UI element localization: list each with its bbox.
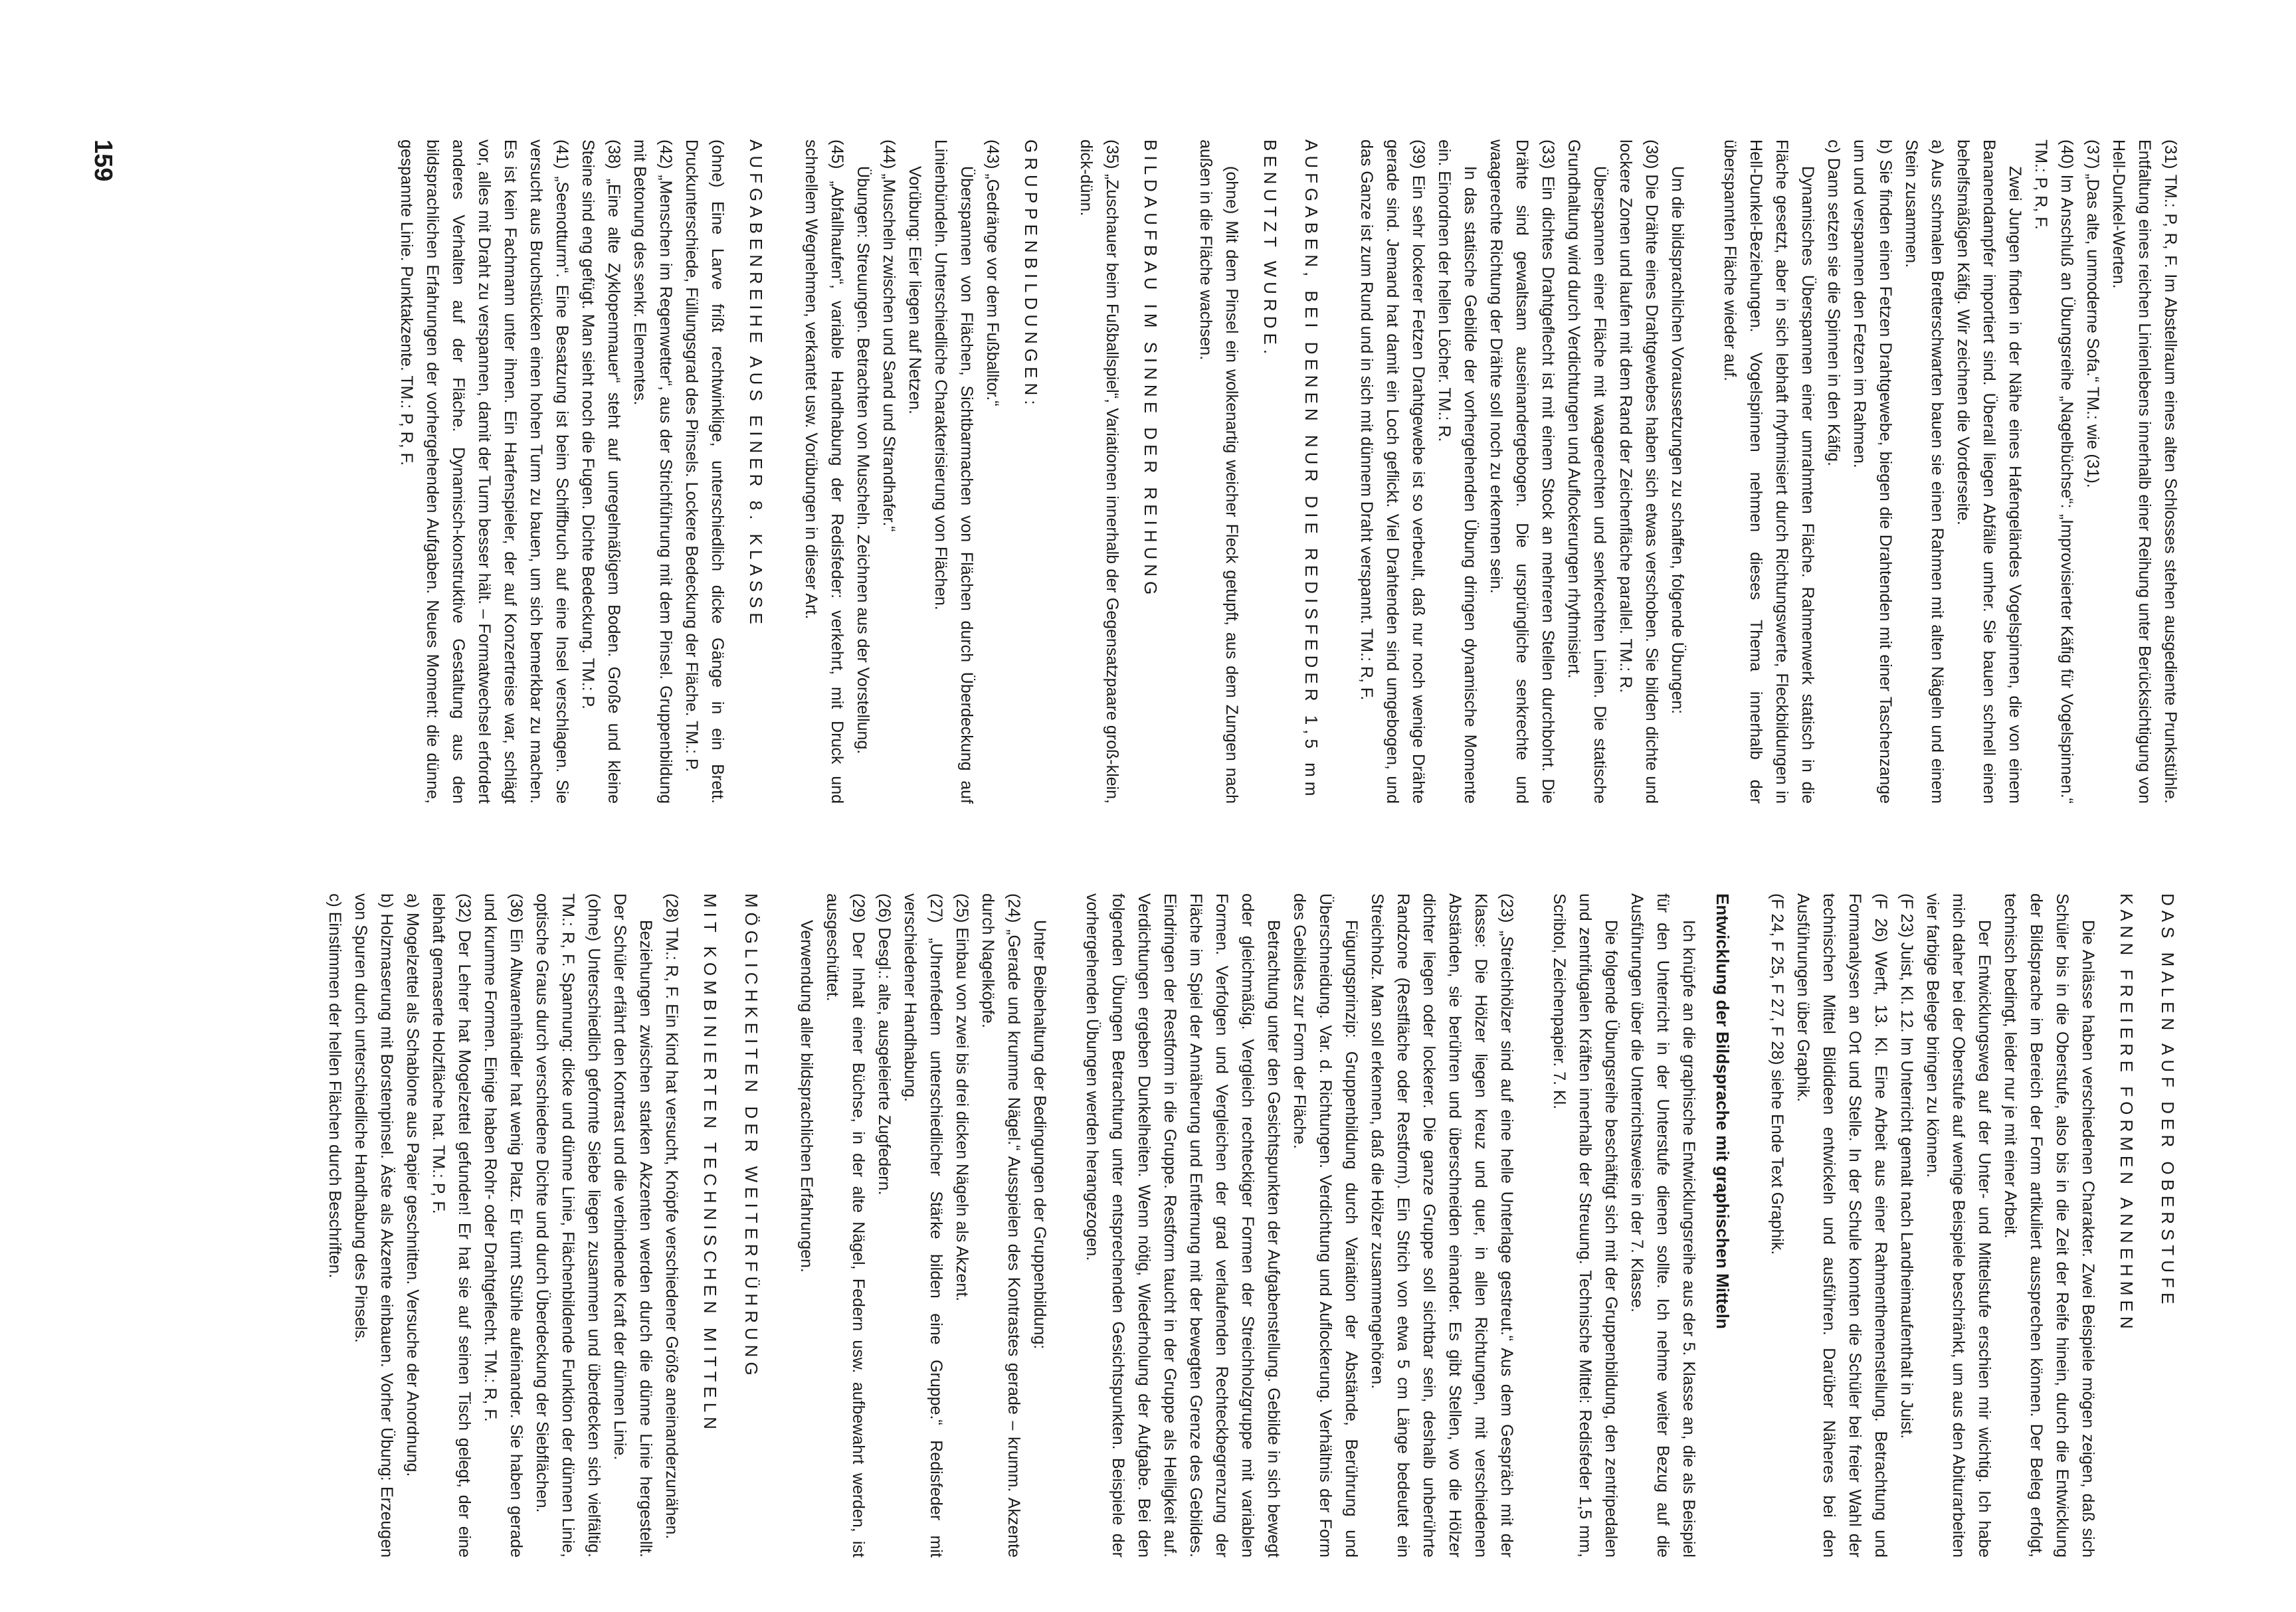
section-streichhoelzer: [1079, 893, 1519, 1558]
paragraph: (40) Im Anschluß an Übungsreihe „Nagelbüchse“: „Improvisierter Käfig für Vogelspinnen.“ TM.: P, R, F.: [2032, 139, 2076, 804]
section-redisfeder: [1193, 139, 1327, 804]
paragraph: (ohne) Unterschiedlich geformte Siebe liegen zusammen und überdecken sich vielfältig. TM.: R, F. Spannung: dicke und dünne Linie, Flächenbildende Funktion der dünnen Linie, optische Graus durch verschiedene Dichte und durch Überdeckung der Siebflächen.: [533, 893, 603, 1558]
paragraph: (23) „Streichhölzer sind auf eine helle Unterlage gestreut.“ Aus dem Gespräch mit der Klasse: Die Hölzer liegen kreuz und quer, in allen Richtungen, mit verschiedenen Abständen, sie berühren und überschneiden einander. Es gibt Stellen, wo die Hölzer dichter liegen oder lockerer. Die ganze Gruppe soll sichtbar sein, deshalb unberührte Randzone (Restfläche oder Restform). Ein Strich von etwa 5 cm Länge bedeutet ein Streichholz. Man soll erkennen, daß die Hölzer zusammengehören.: [1368, 893, 1516, 1558]
paragraph: (39) Ein sehr lockerer Fetzen Drahtgewebe ist so verbeult, daß nur noch wenige Drähte gerade sind. Jemand hat damit ein Loch geflickt. Viel Drahtenden sind umgebogen, und das Ganze ist zum Rund und in sich mit dünnem Draht verspannt. TM.: R, F.: [1357, 139, 1428, 804]
heading-moeglichkeiten: MÖGLICHKEITEN DER WEITERFÜHRUNG: [741, 893, 761, 1380]
paragraph: (42) „Menschen im Regenwetter“, aus der Strichführung mit dem Pinsel. Gruppenbildung mit Betonung des senkr. Elementes.: [630, 139, 675, 804]
paragraph: (28) TM.: R, F. Ein Kind hat versucht, Knöpfe verschiedener Größe aneinanderzunähen.: [662, 893, 681, 1540]
paragraph: (35) „Zuschauer beim Fußballspiel“, Variationen innerhalb der Gegensatzpaare groß-klein, dick-dünn.: [1077, 139, 1121, 804]
paragraph: (38) „Eine alte Zyklopenmauer“ steht auf unregelmäßigem Boden. Große und kleine Steine sind eng gefügt. Man sieht noch die Fugen. Dichte Bedeckung. TM.: P.: [579, 139, 623, 804]
paragraph: (45) „Abfallhaufen“, variable Handhabung der Redisfeder: verkehrt, mit Druck und schnellem Wegnehmen, verkantet usw. Vorübungen in dieser Art.: [802, 139, 846, 804]
paragraph: b) Sie finden einen Fetzen Drahtgewebe, biegen die Drahtenden mit einer Taschenzange um und verspannen den Fetzen im Rahmen.: [1850, 139, 1895, 804]
page-number: 159: [89, 139, 117, 182]
paragraph: (29) Der Inhalt einer Büchse, in der alte Nägel, Federn usw. aufbewahrt werden, ist ausgeschüttet.: [823, 893, 868, 1558]
paragraph: Dynamisches Überspannen einer umrahmten Fläche. Rahmenwerk statisch in die Fläche gesetzt, aber in sich lebhaft rhythmisiert durch Richtungswerte, Fleckbildungen in Hell-Dunkel-Beziehungen. Vogelspinnen nehmen dieses Thema innerhalb der überspannten Fläche wieder auf.: [1721, 139, 1817, 804]
heading-kombinierte-mittel: MIT KOMBINIERTEN TECHNISCHEN MITTELN: [700, 893, 720, 1434]
paragraph: (F 26) Werft, 13. Kl. Eine Arbeit aus einer Rahmenthemenstellung. Betrachtung und Formanalysen an Ort und Stelle. In der Schule konnten die Schüler bei freier Wahl der technischen Mittel Bildideen entwickeln und ausführen. Darüber Näheres bei den Ausführungen über Graphik.: [1794, 893, 1890, 1558]
section-weiterfuehrung: [322, 893, 767, 1558]
paragraph: (32) Der Lehrer hat Mogelzettel gefunden! Er hat sie auf seinen Tisch gelegt, der eine lebhaft gemaserte Holzfläche hat. TM.: P, F.: [429, 893, 474, 1558]
paragraph: Übungen: Streuungen. Betrachten von Muscheln. Zeichnen aus der Vorstellung.: [854, 166, 872, 755]
paragraph: (33) Ein dichtes Drahtgeflecht ist mit einem Stock an mehreren Stellen durchbohrt. Die Drähte sind gewaltsam auseinandergebogen. Die ursprüngliche senkrechte und waagerechte Richtung der Drähte soll noch zu erkennen sein.: [1487, 139, 1557, 804]
paragraph: Unter Beibehaltung der Bedingungen der Gruppenbildung:: [1030, 920, 1049, 1350]
paragraph: Der Entwicklungsweg auf der Unter- und Mittelstufe erschien mir wichtig. Ich habe mich daher bei der Oberstufe auf wenige Beispiele beschränkt, um aus den Abiturarbeiten vier farbige Belege bringen zu können.: [1923, 893, 1994, 1558]
section-reihung: [1073, 139, 1166, 804]
paragraph: Betrachtung unter den Gesichtspunkten der Aufgabenstellung. Gebilde in sich bewegt oder gleichmäßig. Vergleich rechteckiger Formen der Streichholzgruppe mit variablen Formen. Verfolgen und Vergleichen der grad verlaufenden Rechteckbegrenzung der Fläche im Spiel der Annäherung und Entfernung mit der bewegten Grenze des Gebildes. Eindringen der Restform in die Gruppe. Restform taucht in der Gruppe als Helligkeit auf. Verdichtungen ergeben Dunkelheiten. Wenn nötig, Wiederholung der Aufgabe. Bei den folgenden Übungen Betrachtung unter entsprechenden Gesichtspunkten. Beispiele der vorhergehenden Übungen werden herangezogen.: [1083, 893, 1283, 1558]
paragraph: Vorübung: Eier liegen auf Netzen.: [906, 166, 924, 414]
paragraph: (27) „Uhrenfedern unterschiedlicher Stärke bilden eine Gruppe.“ Redisfeder mit verschiedener Handhabung.: [901, 893, 945, 1558]
paragraph: (30) Die Drähte eines Drahtgewebes haben sich etwas verschoben. Sie bilden dichte und lockere Zonen und laufen mit dem Rand der Zeichenfläche parallel. TM.: R.: [1616, 139, 1661, 804]
section-oberstufe: [1764, 893, 2183, 1558]
paragraph: (31) TM.: P, R, F. Im Abstellraum eines alten Schlosses stehen ausgediente Prunkstühle. Entfaltung eines reichen Linienlebens innerhalb einer Reihung unter Berücksichtigung von Hell-Dunkel-Werten.: [2109, 139, 2180, 804]
paragraph: (44) „Muscheln zwischen und Sand und Strandhafer.“: [880, 139, 898, 532]
heading-gruppenbildungen: GRUPPENBILDUNGEN:: [1021, 139, 1041, 410]
paragraph: Zwei Jungen finden in der Nähe eines Hafengeländes Vogelspinnen, die von einem Bananendampfer importiert sind. Überall liegen Abfälle umher. Sie bauen schnell einen behelfsmäßigen Käfig. Wir zeichnen die Vorderseite.: [1954, 139, 2024, 804]
section-graphik: [1546, 893, 1737, 1558]
paragraph: (ohne) Eine Larve frißt rechtwinklige, unterschiedlich dicke Gänge in ein Brett. Druckunterschiede, Füllungsgrad des Pinsels. Lockere Bedeckung der Fläche. TM.: P.: [682, 139, 727, 804]
right-column: [367, 139, 2183, 804]
paragraph: Um die bildsprachlichen Voraussetzungen zu schaffen, folgende Übungen:: [1668, 166, 1687, 715]
paragraph: Überspannen von Flächen, Sichtbarmachen von Flächen durch Überdeckung auf Linienbündeln. Unterschiedliche Charakterisierung von Flächen.: [931, 139, 976, 804]
paragraph: (41) „Seenotturm“. Eine Besatzung ist beim Schiffbruch auf eine Insel verschlagen. Sie versucht aus Bruchstücken einen hohen Turm zu bauen, um sich bemerkbar zu machen. Es ist kein Fachmann unter ihnen. Ein Harfenspieler, der auf Konzertreise war, schlägt vor, alles mit Draht zu verspannen, damit der Turm besser hält. – Formatwechsel erfordert anderes Verhalten auf der Fläche. Dynamisch-konstruktive Gestaltung aus den bildsprachlichen Erfahrungen der vorhergehenden Aufgaben. Neues Moment: die dünne, gespannte Linie. Punktakzente. TM.: P, R, F.: [397, 139, 571, 804]
paragraph: a) Aus schmalen Bretterschwarten bauen sie einen Rahmen mit alten Nägeln und einem Stein zusammen.: [1902, 139, 1947, 804]
paragraph: (F 23) Juist, Kl. 12. Im Unterricht gemalt nach Landheimaufenthalt in Juist.: [1897, 893, 1916, 1439]
section-gruppenbildungen: [798, 139, 1046, 804]
section-prunkstuehle: [1717, 139, 2183, 804]
heading-bildaufbau: BILDAUFBAU IM SINNE DER REIHUNG: [1141, 139, 1161, 600]
paragraph: b) Holzmaserung mit Borstenpinsel. Äste als Akzente einbauen. Vorher Übung: Erzeugen von Spuren durch unterschiedliche Handhabung des Pinsels.: [351, 893, 396, 1558]
paragraph: (43) „Gedränge vor dem Fußballtor.“: [983, 139, 1002, 406]
paragraph: (26) Desgl.: alte, ausgeleierte Zugfedern.: [875, 893, 894, 1196]
paragraph: Die Anlässe haben verschiedenen Charakter. Zwei Beispiele mögen zeigen, daß sich Schüler bis in die Oberstufe, also bis in die Zeit der Reife hinein, durch die Entwicklung der Bildsprache im Bereich der Form artikuliert aussprechen können. Der Beleg erfolgt, technisch bedingt, leider nur je mit einer Arbeit.: [2001, 893, 2097, 1558]
heading-aufgabenreihe: AUFGABENREIHE AUS EINER 8. KLASSE: [746, 139, 766, 629]
paragraph: Ich knüpfe an die graphische Entwicklungsreihe aus der 5. Klasse an, die als Beispiel für den Unterricht in der Unterstufe dienen sollte. Ich nehme weiter Bezug auf die Ausführungen über die Unterrichtsweise in der 7. Klasse.: [1628, 893, 1698, 1558]
paragraph: In das statische Gebilde der vorhergehenden Übung dringen dynamische Momente ein. Einordnen der hellen Löcher. TM.: R.: [1435, 139, 1480, 804]
paragraph: (36) Ein Altwarenhändler hat wenig Platz. Er türmt Stühle aufeinander. Sie haben gerade und krumme Formen. Einige haben Rohr- oder Drahtgeflecht. TM.: R, F.: [481, 893, 526, 1558]
paragraph: c) Dann setzen sie die Spinnen in den Käfig.: [1824, 139, 1843, 466]
paragraph: (ohne) Mit dem Pinsel ein wolkenartig weicher Fleck getupft, aus dem Zungen nach außen in die Fläche wachsen.: [1196, 139, 1241, 804]
paragraph: (37) „Das alte, unmoderne Sofa.“ TM.: wie (31).: [2083, 139, 2102, 488]
heading-freiere-formen: KANN FREIERE FORMEN ANNEHMEN: [2117, 893, 2137, 1334]
section-gruppenbildung: [793, 893, 1052, 1558]
left-column: [295, 893, 2183, 1558]
paragraph: Die folgende Übungsreihe beschäftigt sich mit der Gruppenbildung, den zentripedalen und zentrifugalen Kräften innerhalb der Streuung. Technische Mittel: Redisfeder 1,5 mm, Scribtol, Zeichenpapier. 7. Kl.: [1550, 893, 1620, 1558]
paragraph: c) Einstimmen der hellen Flächen durch Beschriften.: [326, 893, 344, 1279]
paragraph: (24) „Gerade und krumme Nägel.“ Ausspielen des Kontrastes gerade – krumm. Akzente durch Nagelköpfe.: [979, 893, 1023, 1558]
paragraph: Überspannen einer Fläche mit waagerechten und senkrechten Linien. Die statische Grundhaltung wird durch Verdichtungen und Auflockerungen rhythmisiert.: [1565, 139, 1609, 804]
paragraph: (25) Einbau von zwei bis drei dicken Nägeln als Akzent.: [953, 893, 971, 1302]
heading-malen: DAS MALEN AUF DER OBERSTUFE: [2158, 893, 2178, 1309]
paragraph: Verwendung aller bildsprachlichen Erfahrungen.: [797, 920, 816, 1273]
paragraph: a) Mogelzettel als Schablone aus Papier geschnitten. Versuche der Anordnung.: [403, 893, 422, 1477]
paragraph: Fügungsprinzip: Gruppenbildung durch Variation der Abstände, Berührung und Überschneidung. Var. d. Richtungen. Verdichtung und Auflockerung. Verhältnis der Form des Gebildes zur Form der Fläche.: [1290, 893, 1361, 1558]
heading-benutzt: BENUTZT WURDE.: [1260, 139, 1280, 359]
heading-aufgaben-redisfeder: AUFGABEN, BEI DENEN NUR DIE REDISFEDER 1,5 mm: [1301, 139, 1321, 801]
section-drahtgewebe: [1353, 139, 1690, 804]
paragraph: Beziehungen zwischen starken Akzenten werden durch die dünne Linie hergestellt. Der Schüler erfährt den Kontrast und die verbindende Kraft der dünnen Linie.: [611, 893, 655, 1558]
section-achte-klasse: [393, 139, 771, 804]
heading-bildsprache: Entwicklung der Bildsprache mit graphischen Mitteln: [1713, 893, 1733, 1329]
paragraph: (F 24, F 25, F 27, F 28) siehe Ende Text Graphik.: [1768, 893, 1786, 1255]
